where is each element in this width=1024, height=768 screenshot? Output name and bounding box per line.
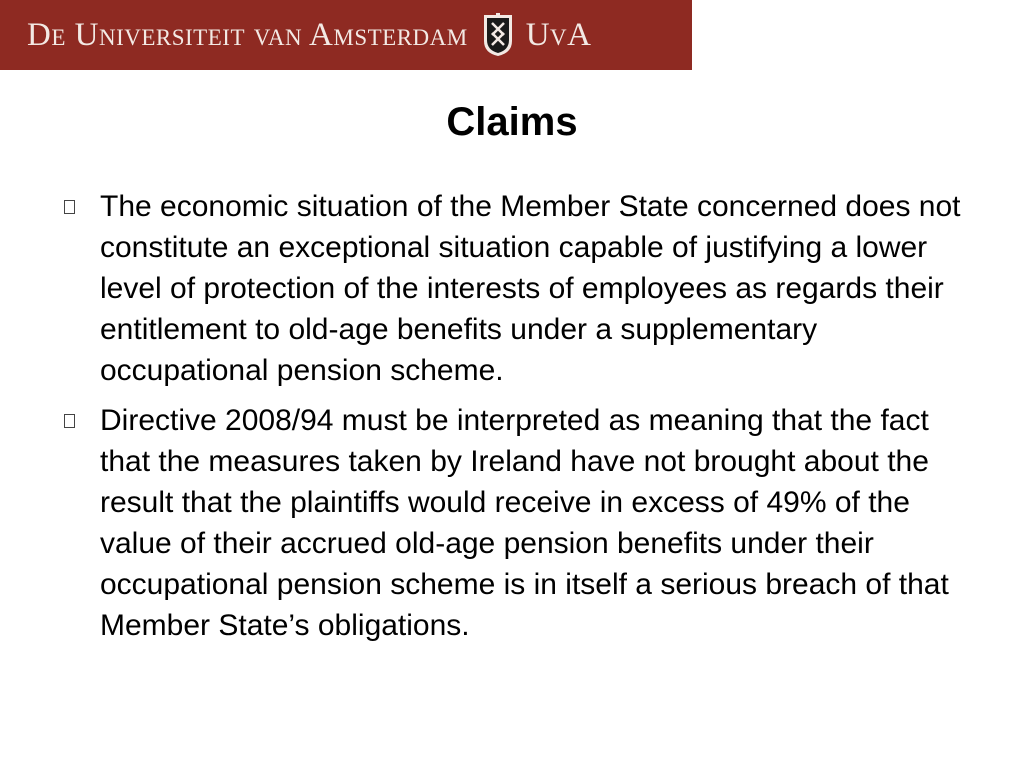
bullet-text: Directive 2008/94 must be interpreted as meaning that the fact that the measures taken by Ireland have not brought about the result that the plaintiffs would receive in excess of 49% of the value of their accrued old-age pension benefits under their occupational pension scheme is in itself a serious breach of that Member State’s obligations. [100, 404, 949, 642]
institution-abbreviation: UvA [525, 16, 592, 53]
bullet-text: The economic situation of the Member State concerned does not constitute an exceptional situation capable of justifying a lower level of protection of the interests of employees as regards their entitlement to old-age benefits under a supplementary occupational pension scheme. [100, 190, 961, 387]
bullet-item [62, 186, 962, 391]
slide-title: Claims [446, 100, 578, 144]
institution-name: De Universiteit van Amsterdam [27, 16, 468, 53]
uva-crest-icon [482, 13, 514, 57]
bullet-box-icon [64, 414, 75, 428]
university-banner [0, 0, 692, 70]
bullet-list [62, 186, 962, 655]
bullet-box-icon [64, 200, 75, 214]
bullet-item [62, 400, 962, 646]
